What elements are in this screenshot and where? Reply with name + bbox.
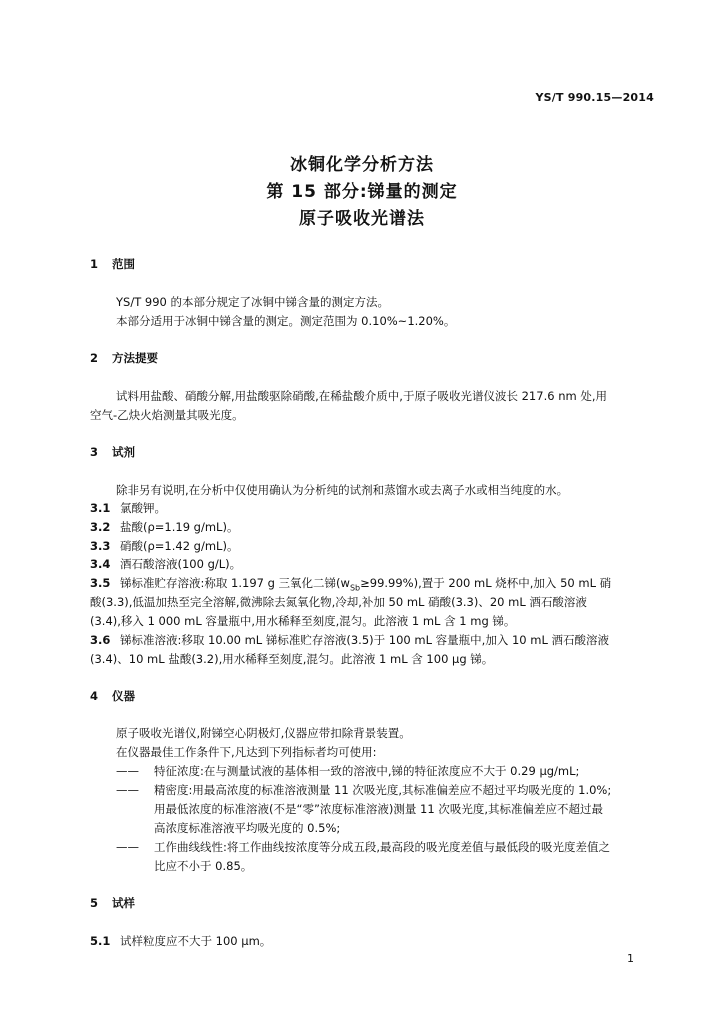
bullet-text: 精密度:用最高浓度的标准溶液测量 11 次吸光度,其标准偏差应不超过平均吸光度的 1.0%; xyxy=(154,783,612,797)
section-number: 4 xyxy=(90,689,99,703)
clause-text: 盐酸(ρ=1.19 g/mL)。 xyxy=(120,520,239,534)
bullet-continuation: 高浓度标准溶液平均吸光度的 0.5%; xyxy=(154,821,341,835)
doc-title-line-3: 原子吸收光谱法 xyxy=(299,209,425,229)
standard-code: YS/T 990.15—2014 xyxy=(535,91,654,104)
clause-number: 3.4 xyxy=(90,557,111,571)
section-title: 试剂 xyxy=(112,445,135,459)
subscript: Sb xyxy=(349,583,361,593)
section-number: 1 xyxy=(90,257,99,271)
clause-text: ≥99.99%),置于 200 mL 烧杯中,加入 50 mL 硝 xyxy=(360,576,612,590)
clause-3-2 xyxy=(90,520,238,535)
clause-number: 3.2 xyxy=(90,520,111,534)
section-4-heading xyxy=(90,688,135,704)
section-title: 范围 xyxy=(112,257,135,271)
bullet-continuation: 比应不小于 0.85。 xyxy=(154,859,253,873)
bullet-item xyxy=(116,764,579,779)
bullet-item xyxy=(116,783,611,798)
paragraph-line: 试料用盐酸、硝酸分解,用盐酸驱除硝酸,在稀盐酸介质中,于原子吸收光谱仪波长 217.6 nm 处,用 xyxy=(116,389,607,403)
dash-marker: —— xyxy=(116,783,139,797)
section-number: 3 xyxy=(90,445,99,459)
section-3-heading xyxy=(90,444,135,460)
clause-text: 锑标准贮存溶液:称取 1.197 g 三氧化二锑(w xyxy=(120,576,350,590)
dash-marker: —— xyxy=(116,764,139,778)
dash-marker: —— xyxy=(116,840,139,854)
clause-text: 试样粒度应不大于 100 μm。 xyxy=(120,934,272,948)
doc-title-line-1: 冰铜化学分析方法 xyxy=(290,155,434,175)
clause-number: 5.1 xyxy=(90,934,111,948)
section-2-heading xyxy=(90,350,158,366)
section-title: 仪器 xyxy=(112,689,135,703)
section-title: 试样 xyxy=(112,896,135,910)
section-number: 2 xyxy=(90,351,99,365)
paragraph-line: 空气-乙炔火焰测量其吸光度。 xyxy=(90,408,244,422)
clause-number: 3.6 xyxy=(90,633,111,647)
paragraph: 原子吸收光谱仪,附锑空心阴极灯,仪器应带扣除背景装置。 xyxy=(116,726,411,740)
clause-3-4 xyxy=(90,557,241,572)
paragraph: 除非另有说明,在分析中仅使用确认为分析纯的试剂和蒸馏水或去离子水或相当纯度的水。 xyxy=(116,483,569,497)
paragraph: 在仪器最佳工作条件下,凡达到下列指标者均可使用: xyxy=(116,745,377,759)
paragraph: YS/T 990 的本部分规定了冰铜中锑含量的测定方法。 xyxy=(116,295,389,309)
clause-text: 氯酸钾。 xyxy=(120,501,166,515)
clause-number: 3.3 xyxy=(90,539,111,553)
clause-text: 锑标准溶液:移取 10.00 mL 锑标准贮存溶液(3.5)于 100 mL 容量瓶中,加入 10 mL 酒石酸溶液 xyxy=(120,633,610,647)
bullet-text: 工作曲线线性:将工作曲线按浓度等分成五段,最高段的吸光度差值与最低段的吸光度差值之 xyxy=(154,840,611,854)
clause-3-1 xyxy=(90,501,166,516)
clause-text: 硝酸(ρ=1.42 g/mL)。 xyxy=(120,539,239,553)
clause-3-6 xyxy=(90,633,609,648)
clause-3-6-line-2: (3.4)、10 mL 盐酸(3.2),用水稀释至刻度,混匀。此溶液 1 mL 含 100 μg 锑。 xyxy=(90,652,494,666)
section-1-heading xyxy=(90,256,135,272)
paragraph: 本部分适用于冰铜中锑含量的测定。测定范围为 0.10%~1.20%。 xyxy=(116,314,456,328)
clause-3-5-line-3: (3.4),移入 1 000 mL 容量瓶中,用水稀释至刻度,混匀。此溶液 1 mL 含 1 mg 锑。 xyxy=(90,614,516,628)
clause-3-5-line-2: 酸(3.3),低温加热至完全溶解,微沸除去氮氧化物,冷却,补加 50 mL 硝酸(3.3)、20 mL 酒石酸溶液 xyxy=(90,595,587,609)
clause-text: 酒石酸溶液(100 g/L)。 xyxy=(120,557,242,571)
clause-3-5 xyxy=(90,576,611,595)
section-title: 方法提要 xyxy=(112,351,158,365)
clause-5-1 xyxy=(90,934,271,949)
section-5-heading xyxy=(90,895,135,911)
section-number: 5 xyxy=(90,896,99,910)
bullet-item xyxy=(116,840,610,855)
clause-number: 3.1 xyxy=(90,501,111,515)
doc-title-line-2: 第 15 部分:锑量的测定 xyxy=(266,182,458,202)
bullet-continuation: 用最低浓度的标准溶液(不是“零”浓度标准溶液)测量 11 次吸光度,其标准偏差应不超过最 xyxy=(154,802,603,816)
clause-number: 3.5 xyxy=(90,576,111,590)
page-number: 1 xyxy=(627,952,634,965)
bullet-text: 特征浓度:在与测量试液的基体相一致的溶液中,锑的特征浓度应不大于 0.29 μg/mL; xyxy=(154,764,580,778)
clause-3-3 xyxy=(90,539,238,554)
